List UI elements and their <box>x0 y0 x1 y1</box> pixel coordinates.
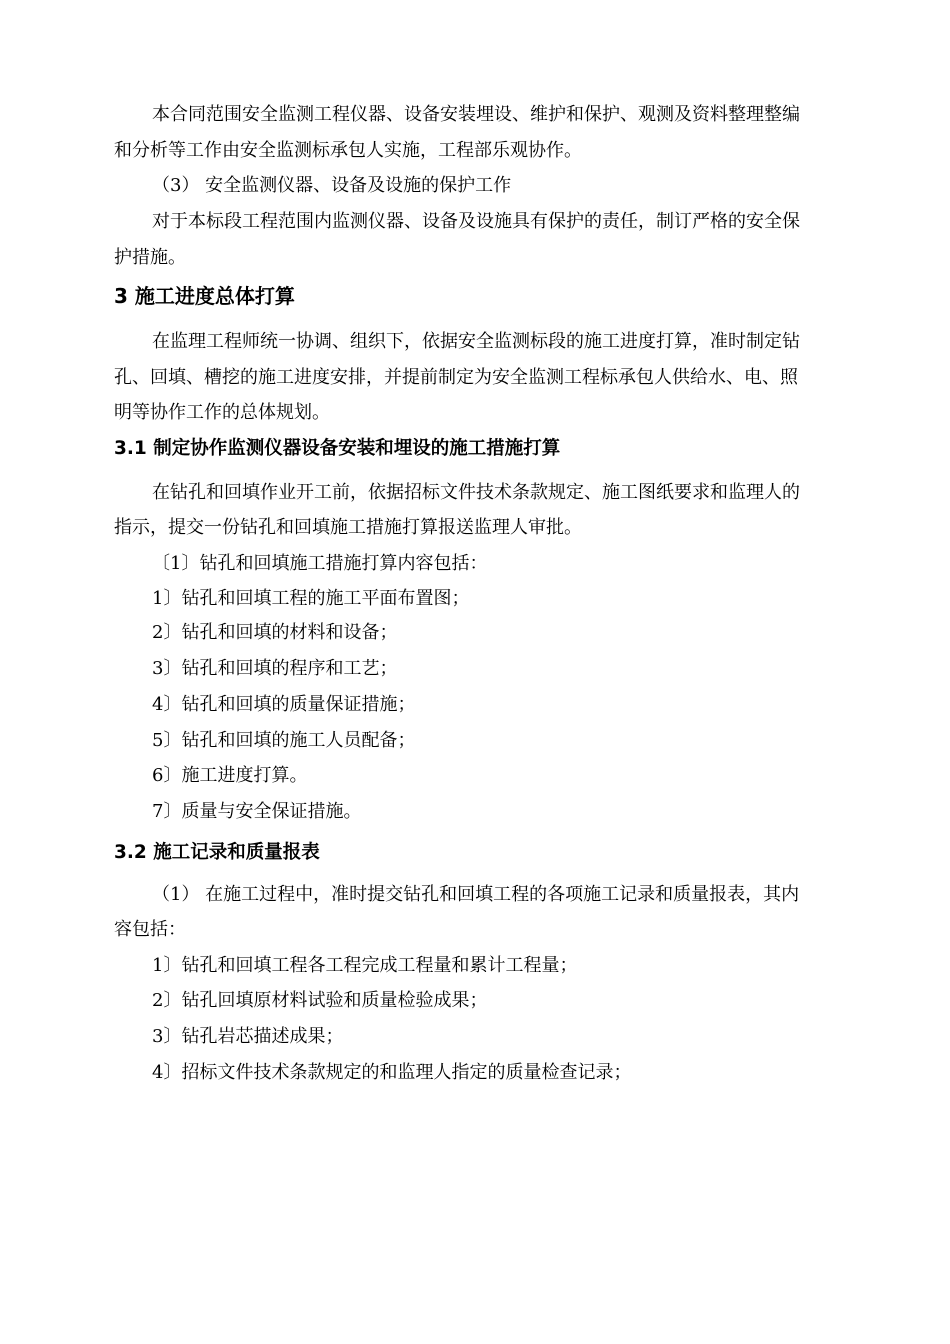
list-item: 2〕钻孔回填原材料试验和质量检验成果； <box>152 990 488 1011</box>
list-item: 3〕钻孔岩芯描述成果； <box>152 1026 344 1047</box>
list-item: 2〕钻孔和回填的材料和设备； <box>152 622 398 643</box>
section-3-para-line3: 明等协作工作的总体规划。 <box>114 402 330 423</box>
intro-item3: （3） 安全监测仪器、设备及设施的保护工作 <box>152 175 512 196</box>
list-item: 3〕钻孔和回填的程序和工艺； <box>152 658 398 679</box>
section-3-2-para-line1: （1） 在施工过程中，准时提交钻孔和回填工程的各项施工记录和质量报表，其内 <box>152 884 800 905</box>
section-3-para-line1: 在监理工程师统一协调、组织下，依据安全监测标段的施工进度打算，准时制定钻 <box>152 331 800 352</box>
intro-para1-line1: 本合同范围安全监测工程仪器、设备安装埋设、维护和保护、观测及资料整理整编 <box>152 104 800 125</box>
list-item: 6〕施工进度打算。 <box>152 765 308 786</box>
section-3-1-heading: 3.1 制定协作监测仪器设备安装和埋设的施工措施打算 <box>114 438 561 459</box>
list-item: 4〕钻孔和回填的质量保证措施； <box>152 694 416 715</box>
section-3-heading: 3 施工进度总体打算 <box>114 284 295 308</box>
section-3-1-para-line2: 指示，提交一份钻孔和回填施工措施打算报送监理人审批。 <box>114 517 582 538</box>
list-item: 1〕钻孔和回填工程的施工平面布置图； <box>152 588 470 609</box>
section-3-1-para-line1: 在钻孔和回填作业开工前，依据招标文件技术条款规定、施工图纸要求和监理人的 <box>152 482 800 503</box>
section-3-2-heading: 3.2 施工记录和质量报表 <box>114 842 320 863</box>
list-item: 5〕钻孔和回填的施工人员配备； <box>152 730 416 751</box>
section-3-1-list-intro: 〔1〕钻孔和回填施工措施打算内容包括： <box>152 553 488 574</box>
intro-para2-line2: 护措施。 <box>114 247 186 268</box>
section-3-para-line2: 孔、回填、槽挖的施工进度安排，并提前制定为安全监测工程标承包人供给水、电、照 <box>114 367 798 388</box>
intro-para1-line2: 和分析等工作由安全监测标承包人实施，工程部乐观协作。 <box>114 140 582 161</box>
list-item: 7〕质量与安全保证措施。 <box>152 801 362 822</box>
list-item: 4〕招标文件技术条款规定的和监理人指定的质量检查记录； <box>152 1062 632 1083</box>
section-3-2-para-line2: 容包括： <box>114 919 186 940</box>
list-item: 1〕钻孔和回填工程各工程完成工程量和累计工程量； <box>152 955 578 976</box>
intro-para2-line1: 对于本标段工程范围内监测仪器、设备及设施具有保护的责任，制订严格的安全保 <box>152 211 800 232</box>
